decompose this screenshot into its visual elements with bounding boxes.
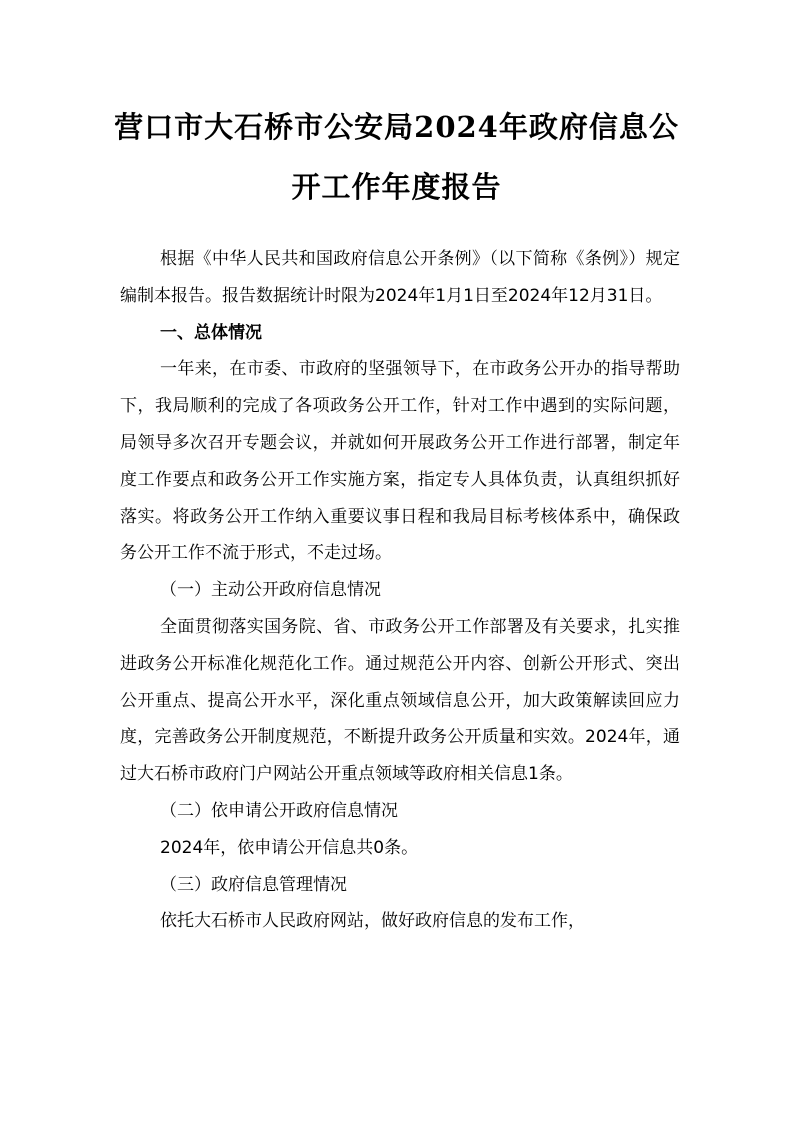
section-heading-overview: 一、总体情况 [160,322,262,343]
subsection-heading-proactive-disclosure: （一）主动公开政府信息情况 [160,580,381,601]
document-title-line-1: 营口市大石桥市公安局2024年政府信息公 [114,110,679,144]
document-body [120,241,680,940]
intro-paragraph: 根据《中华人民共和国政府信息公开条例》（以下简称《条例》）规定编制本报告。报告数据统计时限为2024年1月1日至2024年12月31日。 [120,249,680,306]
document-title-line-2: 开工作年度报告 [291,170,502,204]
subsection-heading-info-management: （三）政府信息管理情况 [160,874,347,895]
info-management-paragraph: 依托大石桥市人民政府网站，做好政府信息的发布工作， [160,911,585,932]
proactive-disclosure-paragraph: 全面贯彻落实国务院、省、市政务公开工作部署及有关要求，扎实推进政务公开标准化规范化工作。通过规范公开内容、创新公开形式、突出公开重点、提高公开水平，深化重点领域信息公开，加大政策解读回应力度，完善政务公开制度规范，不断提升政务公开质量和实效。2024年，通过大石桥市政府门户网站公开重点领域等政府相关信息1条。 [120,616,680,785]
subsection-heading-request-disclosure: （二）依申请公开政府信息情况 [160,800,398,821]
overview-paragraph: 一年来，在市委、市政府的坚强领导下，在市政务公开办的指导帮助下，我局顺利的完成了各项政务公开工作，针对工作中遇到的实际问题，局领导多次召开专题会议，并就如何开展政务公开工作进行部署，制定年度工作要点和政务公开工作实施方案，指定专人具体负责，认真组织抓好落实。将政务公开工作纳入重要议事日程和我局目标考核体系中，确保政务公开工作不流于形式，不走过场。 [120,359,680,564]
request-disclosure-paragraph: 2024年，依申请公开信息共0条。 [160,837,419,858]
